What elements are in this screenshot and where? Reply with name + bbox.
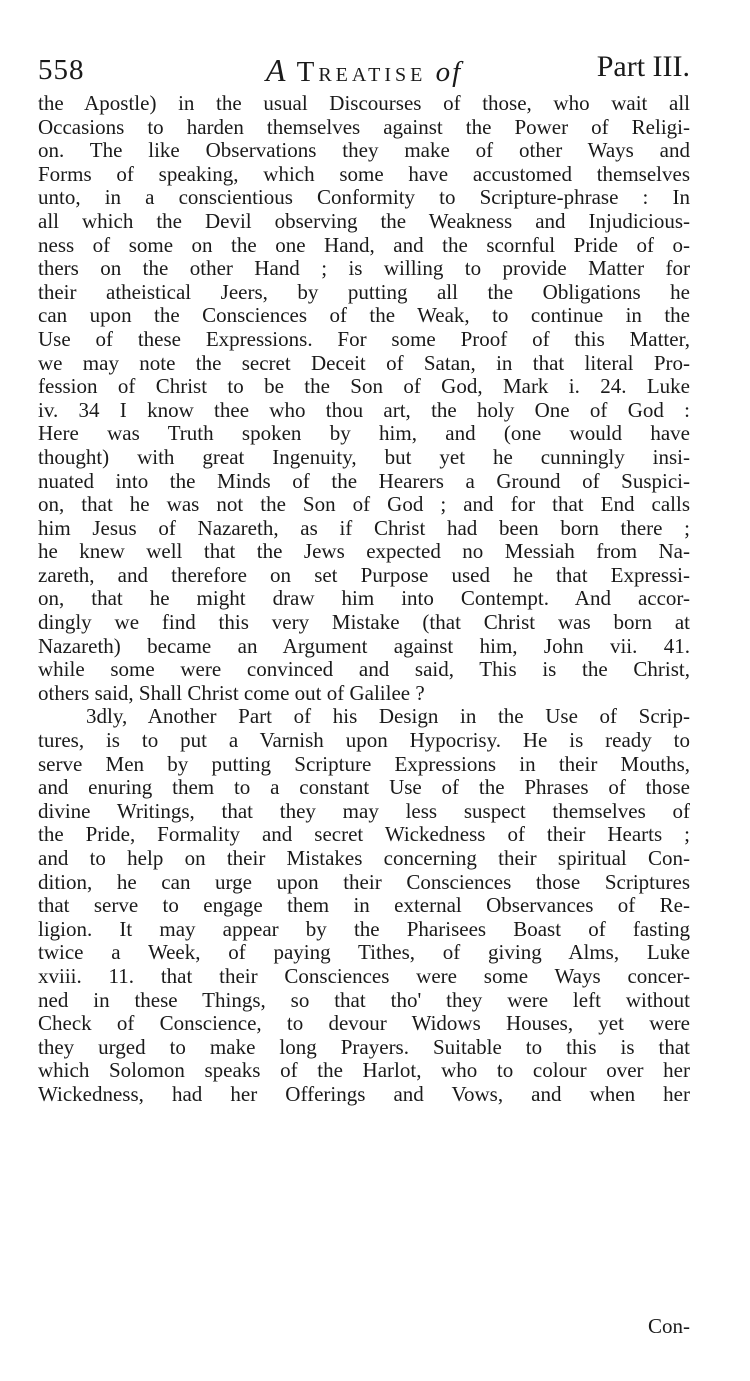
running-head [38,50,690,92]
text-line: thers on the other Hand ; is willing to provide Matter for [38,257,690,281]
text-line: which Solomon speaks of the Harlot, who to colour over her [38,1059,690,1083]
text-line: thought) with great Ingenuity, but yet he cunningly insi- [38,445,690,469]
text-line: on. The like Observations they make of other Ways and [38,139,690,163]
text-line: and to help on their Mistakes concerning their spiritual Con- [38,847,690,870]
text-line: the Pride, Formality and secret Wickedness of their Hearts ; [38,823,690,847]
text-line: on, that he might draw him into Contempt. And accor- [38,587,690,611]
text-line: xviii. 11. that their Consciences were some Ways concer- [38,964,690,988]
text-line: nuated into the Minds of the Hearers a Ground of Suspici- [38,469,690,493]
text-line: their atheistical Jeers, by putting all the Obligations he [38,280,690,304]
text-line: dingly we find this very Mistake (that Christ was born at [38,611,690,635]
text-line: all which the Devil observing the Weakness and Injudicious- [38,209,690,233]
text-line: on, that he was not the Son of God ; and for that End calls [38,493,690,517]
text-line: he knew well that the Jews expected no Messiah from Na- [38,540,690,564]
text-line: others said, Shall Christ come out of Galilee ? [38,681,425,705]
text-line: divine Writings, that they may less suspect themselves of [38,799,690,823]
text-line: Nazareth) became an Argument against him, John vii. 41. [38,634,690,658]
text-line: serve Men by putting Scripture Expressions in their Mouths, [38,752,690,776]
running-title [38,52,690,89]
running-title-of: of [435,56,463,88]
body-text [38,92,690,1107]
text-line: while some were convinced and said, This is the Christ, [38,658,690,682]
text-line: twice a Week, of paying Tithes, of giving Alms, Luke [38,941,690,965]
text-line: Wickedness, had her Offerings and Vows, and when her [38,1082,690,1106]
text-line: they urged to make long Prayers. Suitable to this is that [38,1035,690,1059]
running-title-initial: A [265,52,288,88]
text-line: Forms of speaking, which some have accustomed themselves [38,162,690,186]
page-number: 558 [38,54,85,86]
text-line: unto, in a conscientious Conformity to Scripture-phrase : In [38,186,690,210]
text-line: Occasions to harden themselves against the Power of Religi- [38,115,690,139]
text-line: and enuring them to a constant Use of the Phrases of those [38,776,690,800]
text-line: him Jesus of Nazareth, as if Christ had been born there ; [38,516,690,540]
part-label: Part III. [596,50,690,83]
text-line: the Apostle) in the usual Discourses of those, who wait all [38,92,690,115]
running-title-word: Treatise [296,56,427,88]
text-line: ness of some on the one Hand, and the scornful Pride of o- [38,233,690,257]
text-line: Check of Conscience, to devour Widows Houses, yet were [38,1012,690,1036]
text-line: zareth, and therefore on set Purpose used he that Expressi- [38,563,690,587]
text-line: we may note the secret Deceit of Satan, in that literal Pro- [38,351,690,375]
text-line: can upon the Consciences of the Weak, to continue in the [38,304,690,328]
text-line: Use of these Expressions. For some Proof of this Matter, [38,327,690,351]
catchword: Con- [648,1314,690,1338]
text-line-paragraph-start: 3dly, Another Part of his Design in the Use of Scrip- [86,705,690,729]
text-line: dition, he can urge upon their Consciences those Scriptures [38,870,690,894]
text-line: tures, is to put a Varnish upon Hypocrisy. He is ready to [38,729,690,753]
text-line: ligion. It may appear by the Pharisees Boast of fasting [38,917,690,941]
text-line: ned in these Things, so that tho' they were left without [38,988,690,1012]
text-line: Here was Truth spoken by him, and (one would have [38,422,690,446]
text-line: iv. 34 I know thee who thou art, the holy One of God : [38,398,690,422]
text-line: that serve to engage them in external Observances of Re- [38,894,690,918]
text-line: fession of Christ to be the Son of God, Mark i. 24. Luke [38,375,690,399]
